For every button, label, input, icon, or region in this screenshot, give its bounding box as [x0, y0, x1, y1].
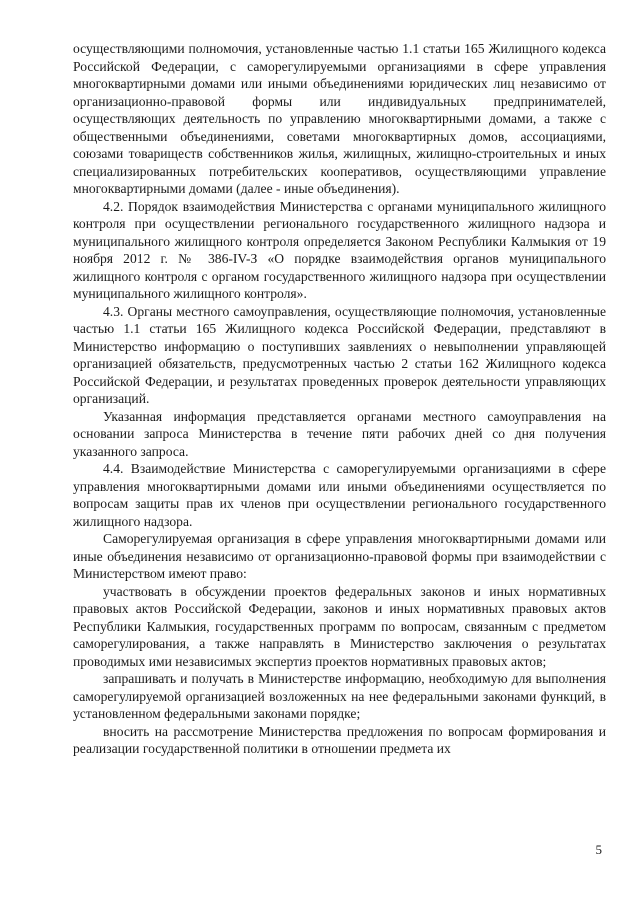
document-page [73, 40, 606, 758]
paragraph-right-request-info: запрашивать и получать в Министерстве информацию, необходимую для выполнения саморегулируемой организацией возложенных на нее федеральными законами функций, в установленном федеральными законами порядке; [73, 671, 606, 721]
paragraph-4-2: 4.2. Порядок взаимодействия Министерства с органами муниципального жилищного контроля при осуществлении регионального государственного жилищного надзора и муниципального жилищного контроля определяется Законом Республики Калмыкия от 19 ноября 2012 г. № 386-IV-З «О порядке взаимодействия органов муниципального жилищного контроля с органом государственного жилищного надзора при осуществлении муниципального жилищного контроля». [73, 198, 606, 301]
paragraph-right-participate: участвовать в обсуждении проектов федеральных законов и иных нормативных правовых актов Российской Федерации, законов и иных нормативных правовых актов Республики Калмыкия, государственных программ по вопросам, связанным с предметом саморегулирования, а также направлять в Министерство заключения о результатах проводимых ими независимых экспертиз проектов нормативных правовых актов; [73, 583, 606, 669]
paragraph-sro-rights-intro: Саморегулируемая организация в сфере управления многоквартирными домами или иные объединения независимо от организационно-правовой формы при взаимодействии с Министерством имеют право: [73, 531, 606, 581]
paragraph-4-4: 4.4. Взаимодействие Министерства с саморегулируемыми организациями в сфере управления многоквартирными домами или иными объединениями осуществляется по вопросам защиты прав их членов при осуществлении регионального государственного жилищного надзора. [73, 461, 606, 529]
paragraph-4-3: 4.3. Органы местного самоуправления, осуществляющие полномочия, установленные частью 1.1 статьи 165 Жилищного кодекса Российской Федерации, представляют в Министерство информацию о поступивших заявлениях о невыполнении управляющей организацией обязательств, предусмотренных частью 2 статьи 162 Жилищного кодекса Российской Федерации, и результатах проведенных проверок деятельности управляющих организаций. [73, 303, 606, 406]
paragraph-intro-continuation: осуществляющими полномочия, установленные частью 1.1 статьи 165 Жилищного кодекса Российской Федерации, с саморегулируемыми организациями в сфере управления многоквартирными домами или иными объединениями юридических лиц независимо от организационно-правовой формы или индивидуальных предпринимателей, осуществляющих деятельность по управлению многоквартирными домами, а также с общественными объединениями, советами многоквартирных домов, ассоциациями, союзами товариществ собственников жилья, жилищных, жилищно-строительных и иных специализированных потребительских кооперативов, осуществляющими управление многоквартирными домами (далее - иные объединения). [73, 41, 606, 196]
paragraph-info-provision: Указанная информация представляется органами местного самоуправления на основании запроса Министерства в течение пяти рабочих дней со дня получения указанного запроса. [73, 408, 606, 459]
page-number: 5 [595, 842, 602, 857]
paragraph-right-submit-proposals: вносить на рассмотрение Министерства предложения по вопросам формирования и реализации государственной политики в отношении предмета их [73, 723, 606, 756]
